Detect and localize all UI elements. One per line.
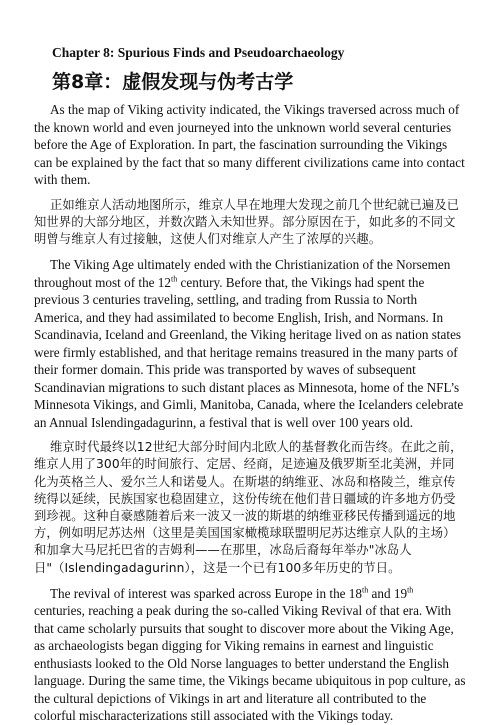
p2-text-a: The Viking Age ultimately ended with the Christianization of the Norsemen throughout most of the 12 [34,257,451,290]
p3-ordinal-suffix-2: th [407,585,414,595]
chapter-title-chinese: 第8章：虚假发现与伪考古学 [52,71,294,93]
paragraph-1-chinese: 正如维京人活动地图所示，维京人早在地理大发现之前几个世纪就已遍及已知世界的大部分地区，并数次踏入未知世界。部分原因在于，如此多的不同文明曾与维京人有过接触，这使人们对维京人产生了浓厚的兴趣。 [34,197,460,246]
p3-text-b: and 19 [368,585,408,601]
p2-text-b: century. Before that, the Vikings had spent the previous 3 centuries traveling, settling, and trading from Russia to North America, and they had assimilated to become English, Irish, and Normans. In Scandinavia, Iceland and Greenland, the Viking heritage lived on as nation states were firmly established, and that heritage remains treasured in the many parts of their former domain. This pride was transported by waves of subsequent Scandinavian migrations to such distant places as Minnesota, home of the NFL’s Minnesota Vikings, and Gimli, Manitoba, Canada, where the Icelanders celebrate an Annual Islendingadagurinn, a festival that is well over 100 years old. [34,274,464,430]
paragraph-1-english: As the map of Viking activity indicated, the Vikings traversed across much of the known world and even journeyed into the unknown world several centuries before the Age of Exploration. In part, the fascination surrounding the Vikings can be explained by the fact that so many different civilizations came into contact with them. [34,102,465,187]
paragraph-2-chinese: 维京时代最终以12世纪大部分时间内北欧人的基督教化而告终。在此之前，维京人用了300年的时间旅行、定居、经商，足迹遍及俄罗斯至北美洲，并同化为英格兰人、爱尔兰人和诺曼人。在斯堪的纳维亚、冰岛和格陵兰，维京传统得以延续，民族国家也稳固建立，这份传统在他们昔日疆域的许多地方仍受到珍视。这种自豪感随着后来一波又一波的斯堪的纳维亚移民传播到遥远的地方，例如明尼苏达州（这里是美国国家橄榄球联盟明尼苏达维京人队的主场）和加拿大马尼托巴省的吉姆利——在那里，冰岛后裔每年举办"冰岛人日"（Islendingadagurinn），这是一个已有100多年历史的节日。 [34,440,463,575]
chapter-title-english: Chapter 8: Spurious Finds and Pseudoarchaeology [52,45,345,60]
p3-ordinal-suffix-1: th [362,585,369,595]
p3-text-a: The revival of interest was sparked across Europe in the 18 [50,585,362,601]
p2-ordinal-suffix: th [171,274,178,284]
p3-text-c: centuries, reaching a peak during the so-called Viking Revival of that era. With that came scholarly pursuits that sought to discover more about the Viking Age, as archaeologists began digging for Viking remains in earnest and linguistic enthusiasts looked to the Old Norse languages to better understand the English language. During the same time, the Vikings became ubiquitous in pop culture, as the cultural depictions of Vikings in art and literature all contributed to the colorful mischaracterizations still associated with the Vikings today. [34,603,466,724]
paragraph-3-english [34,585,466,725]
paragraph-2-english [34,256,466,431]
